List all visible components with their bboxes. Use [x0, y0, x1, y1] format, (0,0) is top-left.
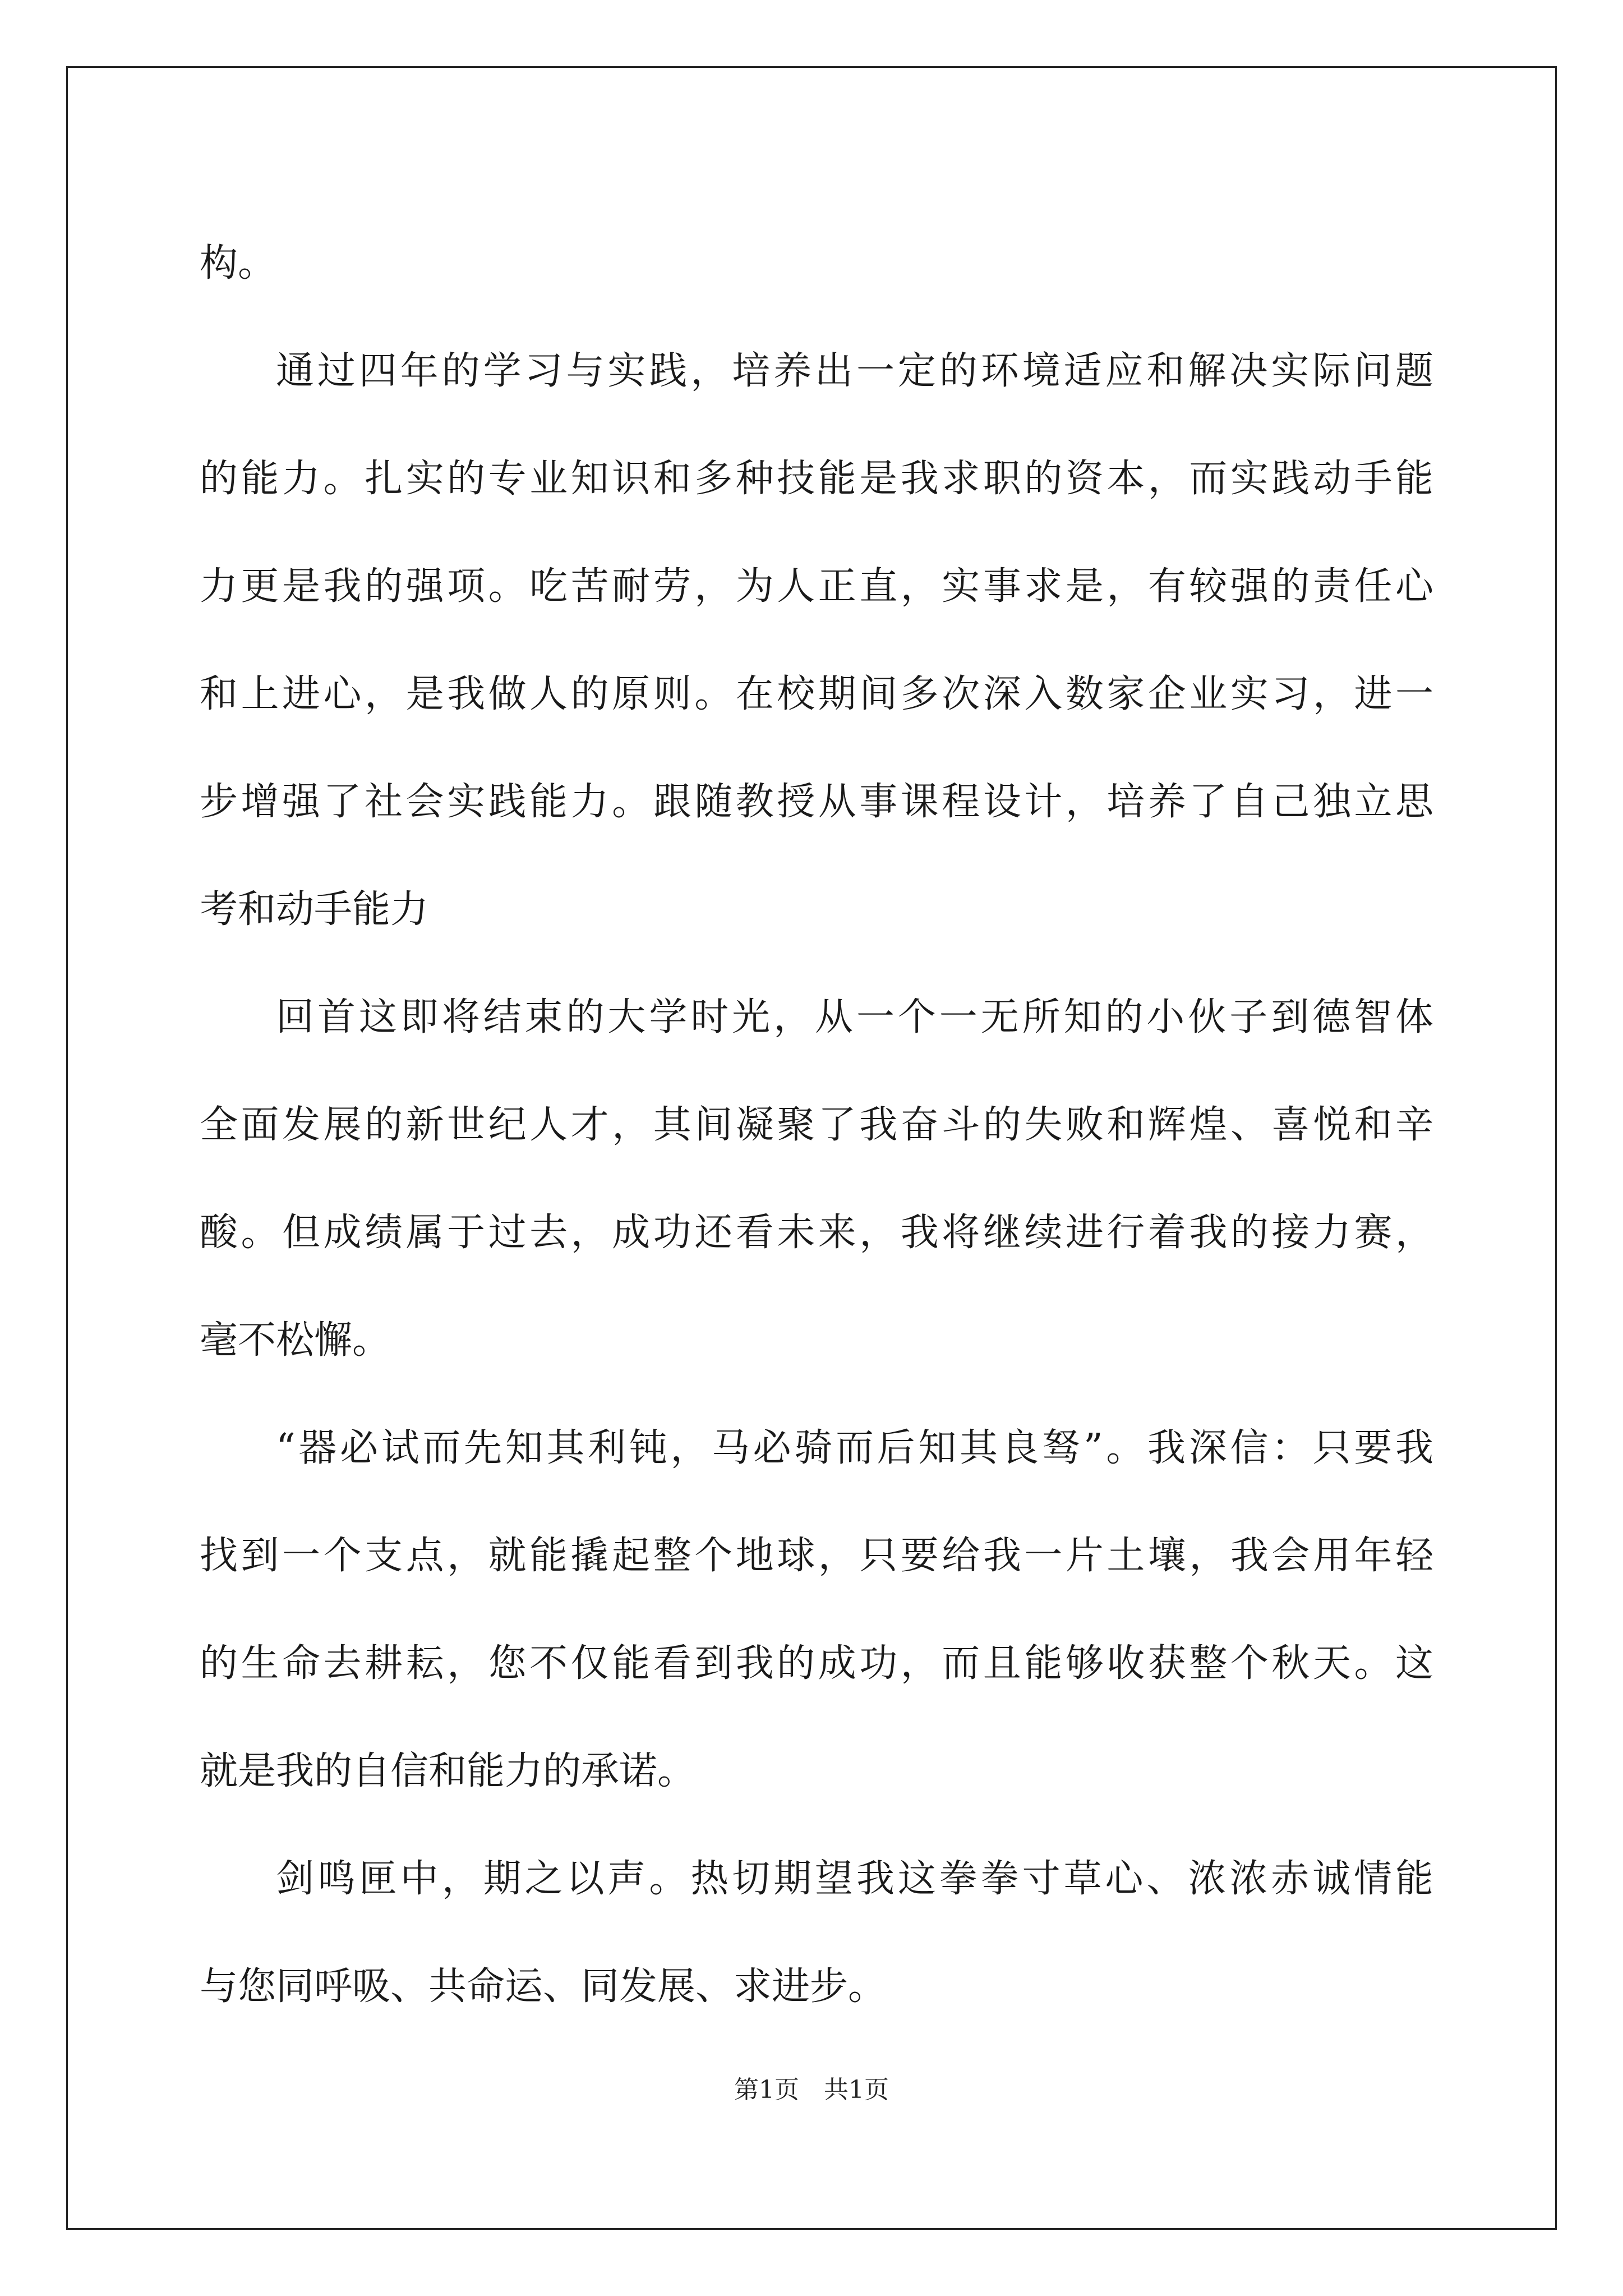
- text-line: 构。: [200, 241, 276, 286]
- page-number: 第1页: [734, 2076, 799, 2104]
- text-line: 与您同呼吸、共命运、同发展、求进步。: [200, 1964, 887, 2009]
- text-line: 全面发展的新世纪人才，其间凝聚了我奋斗的失败和辉煌、喜悦和辛: [200, 1103, 1433, 1147]
- page-total: 共1页: [824, 2076, 889, 2104]
- text-line: 的生命去耕耘，您不仅能看到我的成功，而且能够收获整个秋天。这: [200, 1641, 1433, 1686]
- text-line: 和上进心，是我做人的原则。在校期间多次深入数家企业实习，进一: [200, 672, 1433, 716]
- text-line: 回首这即将结束的大学时光，从一个一无所知的小伙子到德智体: [276, 995, 1433, 1039]
- text-line: 步增强了社会实践能力。跟随教授从事课程设计，培养了自己独立思: [200, 780, 1433, 824]
- text-line: 力更是我的强项。吃苦耐劳，为人正直，实事求是，有较强的责任心: [200, 564, 1433, 609]
- text-line: “器必试而先知其利钝，马必骑而后知其良驽”。我深信：只要我: [276, 1426, 1433, 1470]
- text-line: 酸。但成绩属于过去，成功还看未来，我将继续进行着我的接力赛，: [200, 1211, 1433, 1255]
- text-line: 通过四年的学习与实践，培养出一定的环境适应和解决实际问题: [276, 349, 1433, 393]
- text-line: 剑鸣匣中，期之以声。热切期望我这拳拳寸草心、浓浓赤诚情能: [276, 1857, 1433, 1901]
- text-line: 就是我的自信和能力的承诺。: [200, 1749, 696, 1793]
- document-body: [200, 210, 1433, 2041]
- text-line: 找到一个支点，就能撬起整个地球，只要给我一片土壤，我会用年轻: [200, 1534, 1433, 1578]
- page-footer: [0, 2073, 1623, 2107]
- text-line: 考和动手能力: [200, 887, 429, 932]
- text-line: 毫不松懈。: [200, 1318, 391, 1363]
- text-line: 的能力。扎实的专业知识和多种技能是我求职的资本，而实践动手能: [200, 457, 1433, 501]
